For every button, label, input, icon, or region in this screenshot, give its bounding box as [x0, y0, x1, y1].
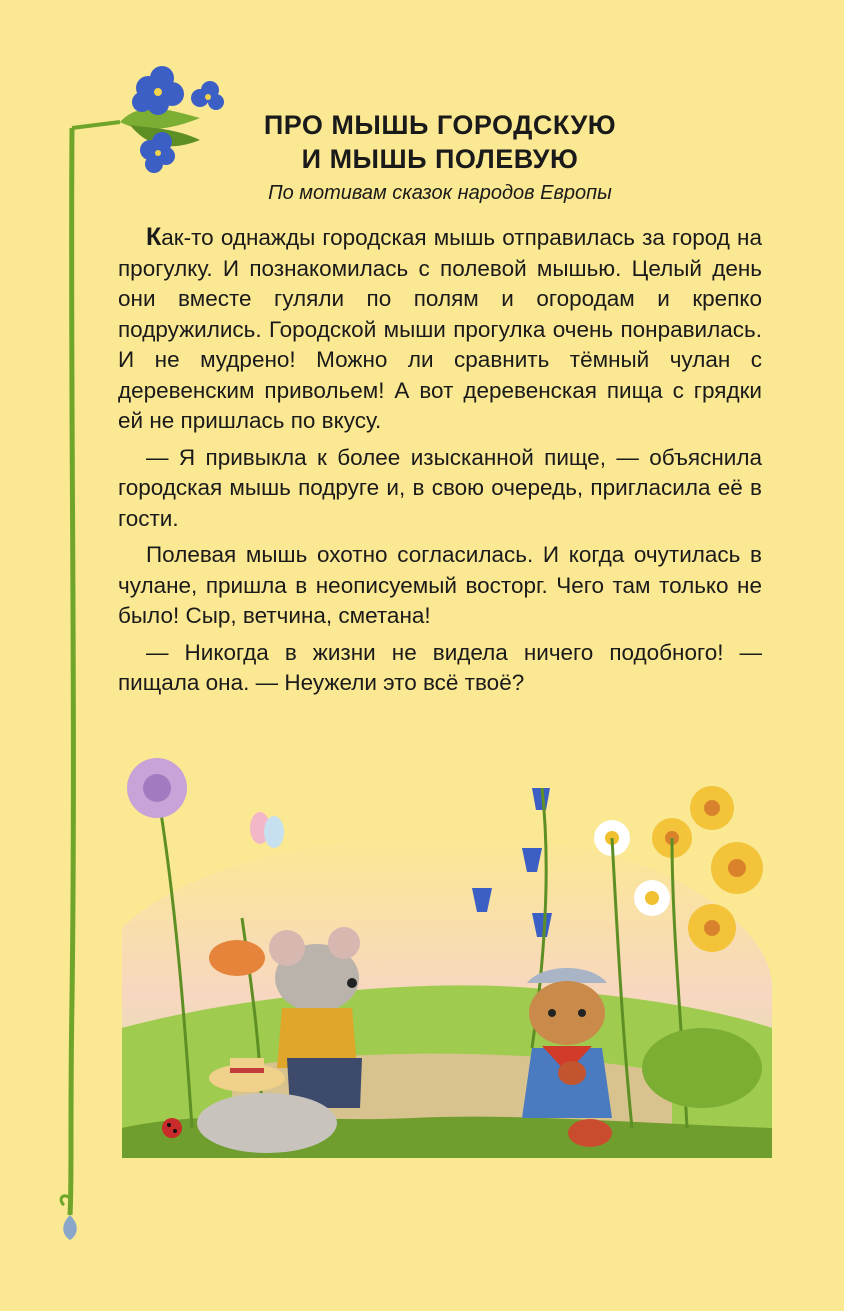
paragraph-4: — Никогда в жизни не видела ничего подобного! — пищала она. — Неужели это всё твоё?: [118, 639, 762, 695]
paragraph-1-text: ак-то однажды городская мышь отправилась за город на прогулку. И познакомилась с полевой мышью. Целый день они вместе гуляли по полям и огородам и крепко подружились. Городской мыши прогулка очень понравилась. И не мудрено! Можно ли сравнить тёмный чулан с деревенским привольем! А вот деревенская пища с грядки ей не пришлась по вкусу.: [118, 225, 762, 433]
story-subtitle: По мотивам сказок народов Европы: [268, 182, 612, 204]
two-mice-meadow-illustration: [112, 728, 782, 1168]
paragraph-1: [118, 222, 762, 437]
paragraph-2: — Я привыкла к более изысканной пище, — объяснила городская мышь подруге и, в свою очередь, пригласила её в гости.: [118, 444, 762, 531]
drop-cap: К: [146, 223, 162, 251]
story-title-line1: ПРО МЫШЬ ГОРОДСКУЮ: [263, 110, 617, 140]
story-title-line2: И МЫШЬ ПОЛЕВУЮ: [301, 144, 579, 174]
story-text: [118, 222, 762, 705]
story-title: [230, 108, 650, 176]
paragraph-3: Полевая мышь охотно согласилась. И когда очутилась в чулане, пришла в неописуемый восторг. Чего там только не было! Сыр, ветчина, сметана!: [118, 542, 762, 628]
